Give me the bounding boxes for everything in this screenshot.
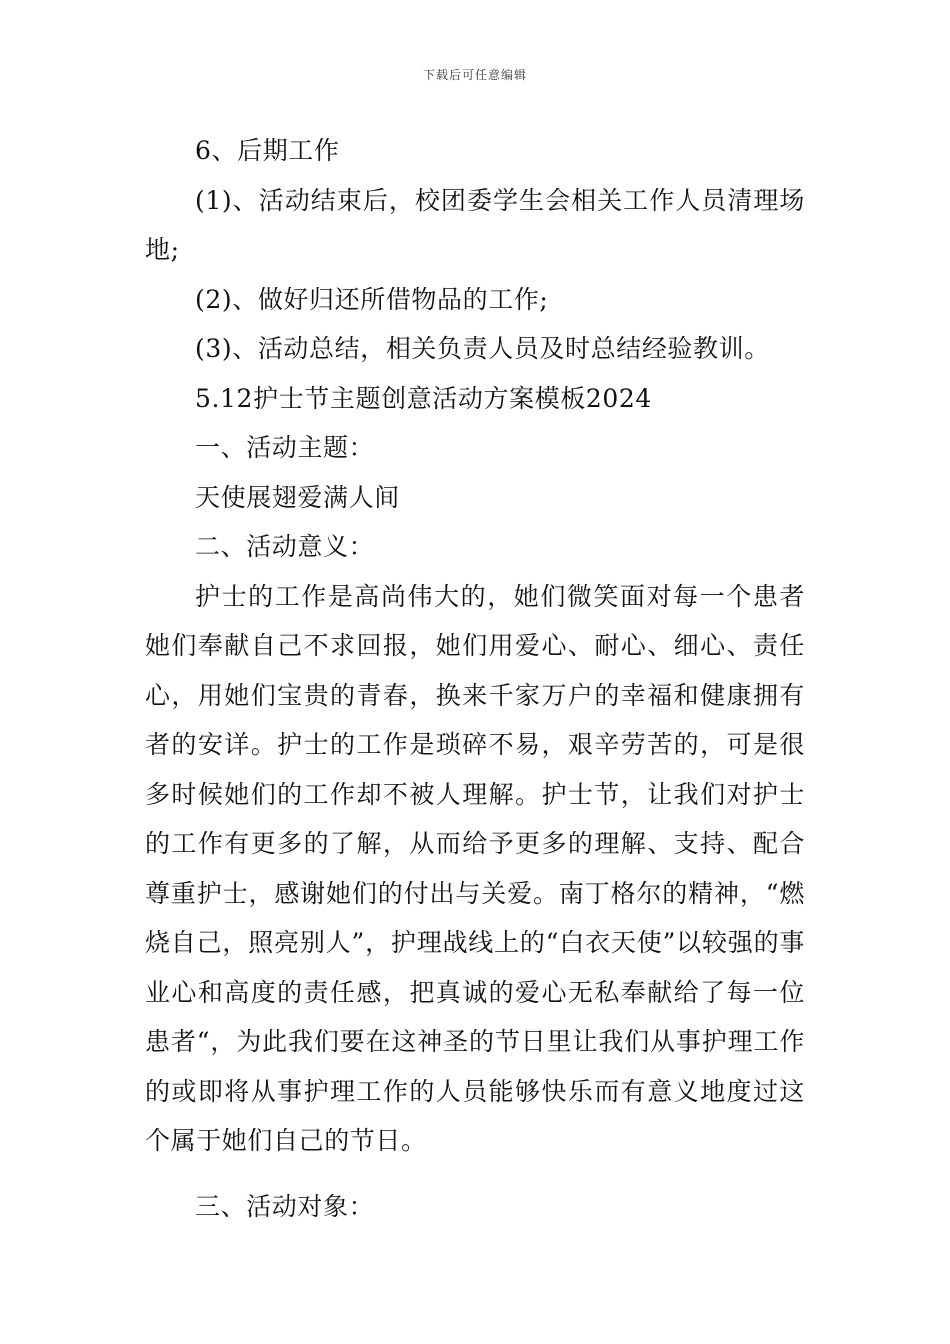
significance-paragraph: 护士的工作是高尚伟大的，她们微笑面对每一个患者她们奉献自己不求回报，她们用爱心、耐心、细心、责任心，用她们宝贵的青春，换来千家万户的幸福和健康拥有者的安详。护士的工作是琐碎不易，艰辛劳苦的，可是很多时候她们的工作却不被人理解。护士节，让我们对护士的工作有更多的了解，从而给予更多的理解、支持、配合尊重护士，感谢她们的付出与关爱。南丁格尔的精神，“燃烧自己，照亮别人”，护理战线上的“白衣天使”以较强的事业心和高度的责任感，把真诚的爱心无私奉献给了每一位患者“，为此我们要在这神圣的节日里让我们从事护理工作的或即将从事护理工作的人员能够快乐而有意义地度过这个属于她们自己的节日。 xyxy=(145,581,805,1155)
section-heading-theme: 一、活动主题： xyxy=(195,433,375,462)
list-item-summary: (3)、活动总结，相关负责人员及时总结经验教训。 xyxy=(195,334,770,363)
document-body xyxy=(145,126,805,1231)
section-heading-significance: 二、活动意义： xyxy=(195,532,375,561)
list-item-cleanup: (1)、活动结束后，校团委学生会相关工作人员清理场地; xyxy=(145,185,805,264)
list-item-return-items: (2)、做好归还所借物品的工作; xyxy=(195,284,549,314)
theme-text: 天使展翅爱满人间 xyxy=(195,482,400,512)
document-title: 5.12护士节主题创意活动方案模板2024 xyxy=(195,383,652,413)
section-heading-followup: 6、后期工作 xyxy=(195,136,340,165)
section-heading-audience: 三、活动对象： xyxy=(195,1191,375,1221)
page-header: 下载后可任意编辑 xyxy=(422,68,527,82)
